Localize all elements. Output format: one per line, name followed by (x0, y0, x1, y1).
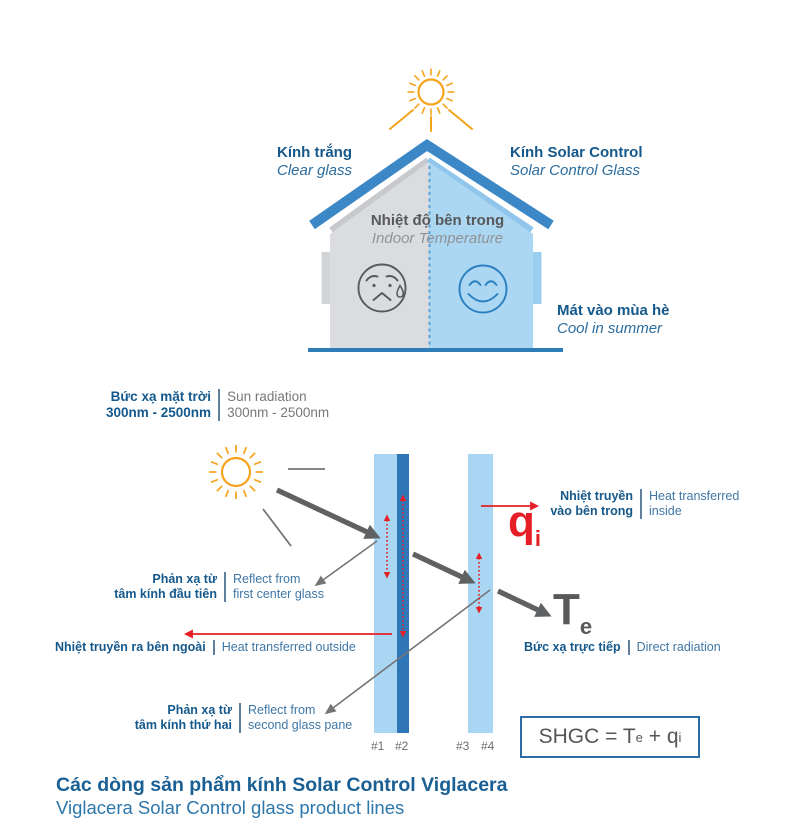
divider (239, 703, 241, 733)
glass-pane-1 (374, 454, 397, 733)
divider (218, 389, 220, 421)
qi-symbol: $q_i$ (508, 497, 542, 551)
label-sun-radiation-vn: Bức xạ mặt trời 300nm - 2500nm (106, 389, 212, 420)
sun-icon-small (209, 445, 263, 499)
pane-label-1: #1 (371, 739, 385, 753)
label-indoor-vn: Nhiệt độ bên trong (370, 212, 505, 229)
label-reflect-second (112, 703, 352, 733)
house-left-half (330, 162, 429, 348)
label-cool-en: Cool in summer (557, 320, 663, 337)
label-indoor-temperature (355, 212, 520, 248)
label-heat-inside (549, 489, 739, 519)
label-direct-radiation (524, 640, 721, 655)
label-heat-inside-en: Heat transferred inside (649, 489, 740, 518)
label-cool-vn: Mát vào mùa hè (557, 302, 670, 319)
label-heat-outside-en: Heat transferred outside (221, 640, 356, 654)
label-direct-radiation-vn: Bức xạ trực tiếp (524, 640, 621, 654)
label-reflect-second-vn: Phản xạ từ tâm kính thứ hai (134, 703, 232, 732)
label-cool-in-summer (557, 302, 670, 338)
pane-label-2: #2 (395, 739, 409, 753)
label-solar-control-glass (510, 144, 643, 180)
label-reflect-first-vn: Phản xạ từ tâm kính đầu tiên (114, 572, 217, 601)
label-reflect-first (95, 572, 324, 602)
label-reflect-first-en: Reflect from first center glass (233, 572, 325, 601)
label-heat-inside-vn: Nhiệt truyền vào bên trong (550, 489, 633, 518)
label-solar-control-en: Solar Control Glass (510, 162, 641, 179)
label-heat-outside (55, 640, 356, 655)
label-heat-outside-vn: Nhiệt truyền ra bên ngoài (55, 640, 206, 654)
label-clear-glass (277, 144, 352, 180)
label-indoor-en: Indoor Temperature (371, 230, 504, 247)
divider (224, 572, 226, 602)
label-sun-radiation-en: Sun radiation 300nm - 2500nm (227, 389, 330, 420)
house-right-ledge (533, 252, 542, 304)
house-right-half (429, 162, 533, 348)
divider (213, 640, 215, 655)
sun-icon (390, 69, 472, 132)
label-direct-radiation-en: Direct radiation (636, 640, 721, 654)
shgc-formula-box: SHGC = T e + q i (520, 716, 700, 758)
footer-title (56, 774, 508, 819)
pane-label-3: #3 (456, 739, 470, 753)
footer-title-vn: Các dòng sản phẩm kính Solar Control Viglacera (56, 774, 508, 796)
label-solar-control-vn: Kính Solar Control (510, 144, 643, 161)
glass-pane-3-4 (468, 454, 493, 733)
te-symbol: $T_e$ (553, 585, 593, 639)
label-clear-glass-vn: Kính trắng (277, 144, 352, 161)
footer-title-en: Viglacera Solar Control glass product lines (56, 797, 405, 818)
house-left-ledge (322, 252, 331, 304)
label-sun-radiation (106, 389, 329, 421)
glass-panes (374, 454, 493, 733)
divider (628, 640, 630, 655)
label-clear-glass-en: Clear glass (277, 162, 353, 179)
pane-label-4: #4 (481, 739, 495, 753)
label-reflect-second-en: Reflect from second glass pane (248, 703, 353, 732)
divider (640, 489, 642, 519)
